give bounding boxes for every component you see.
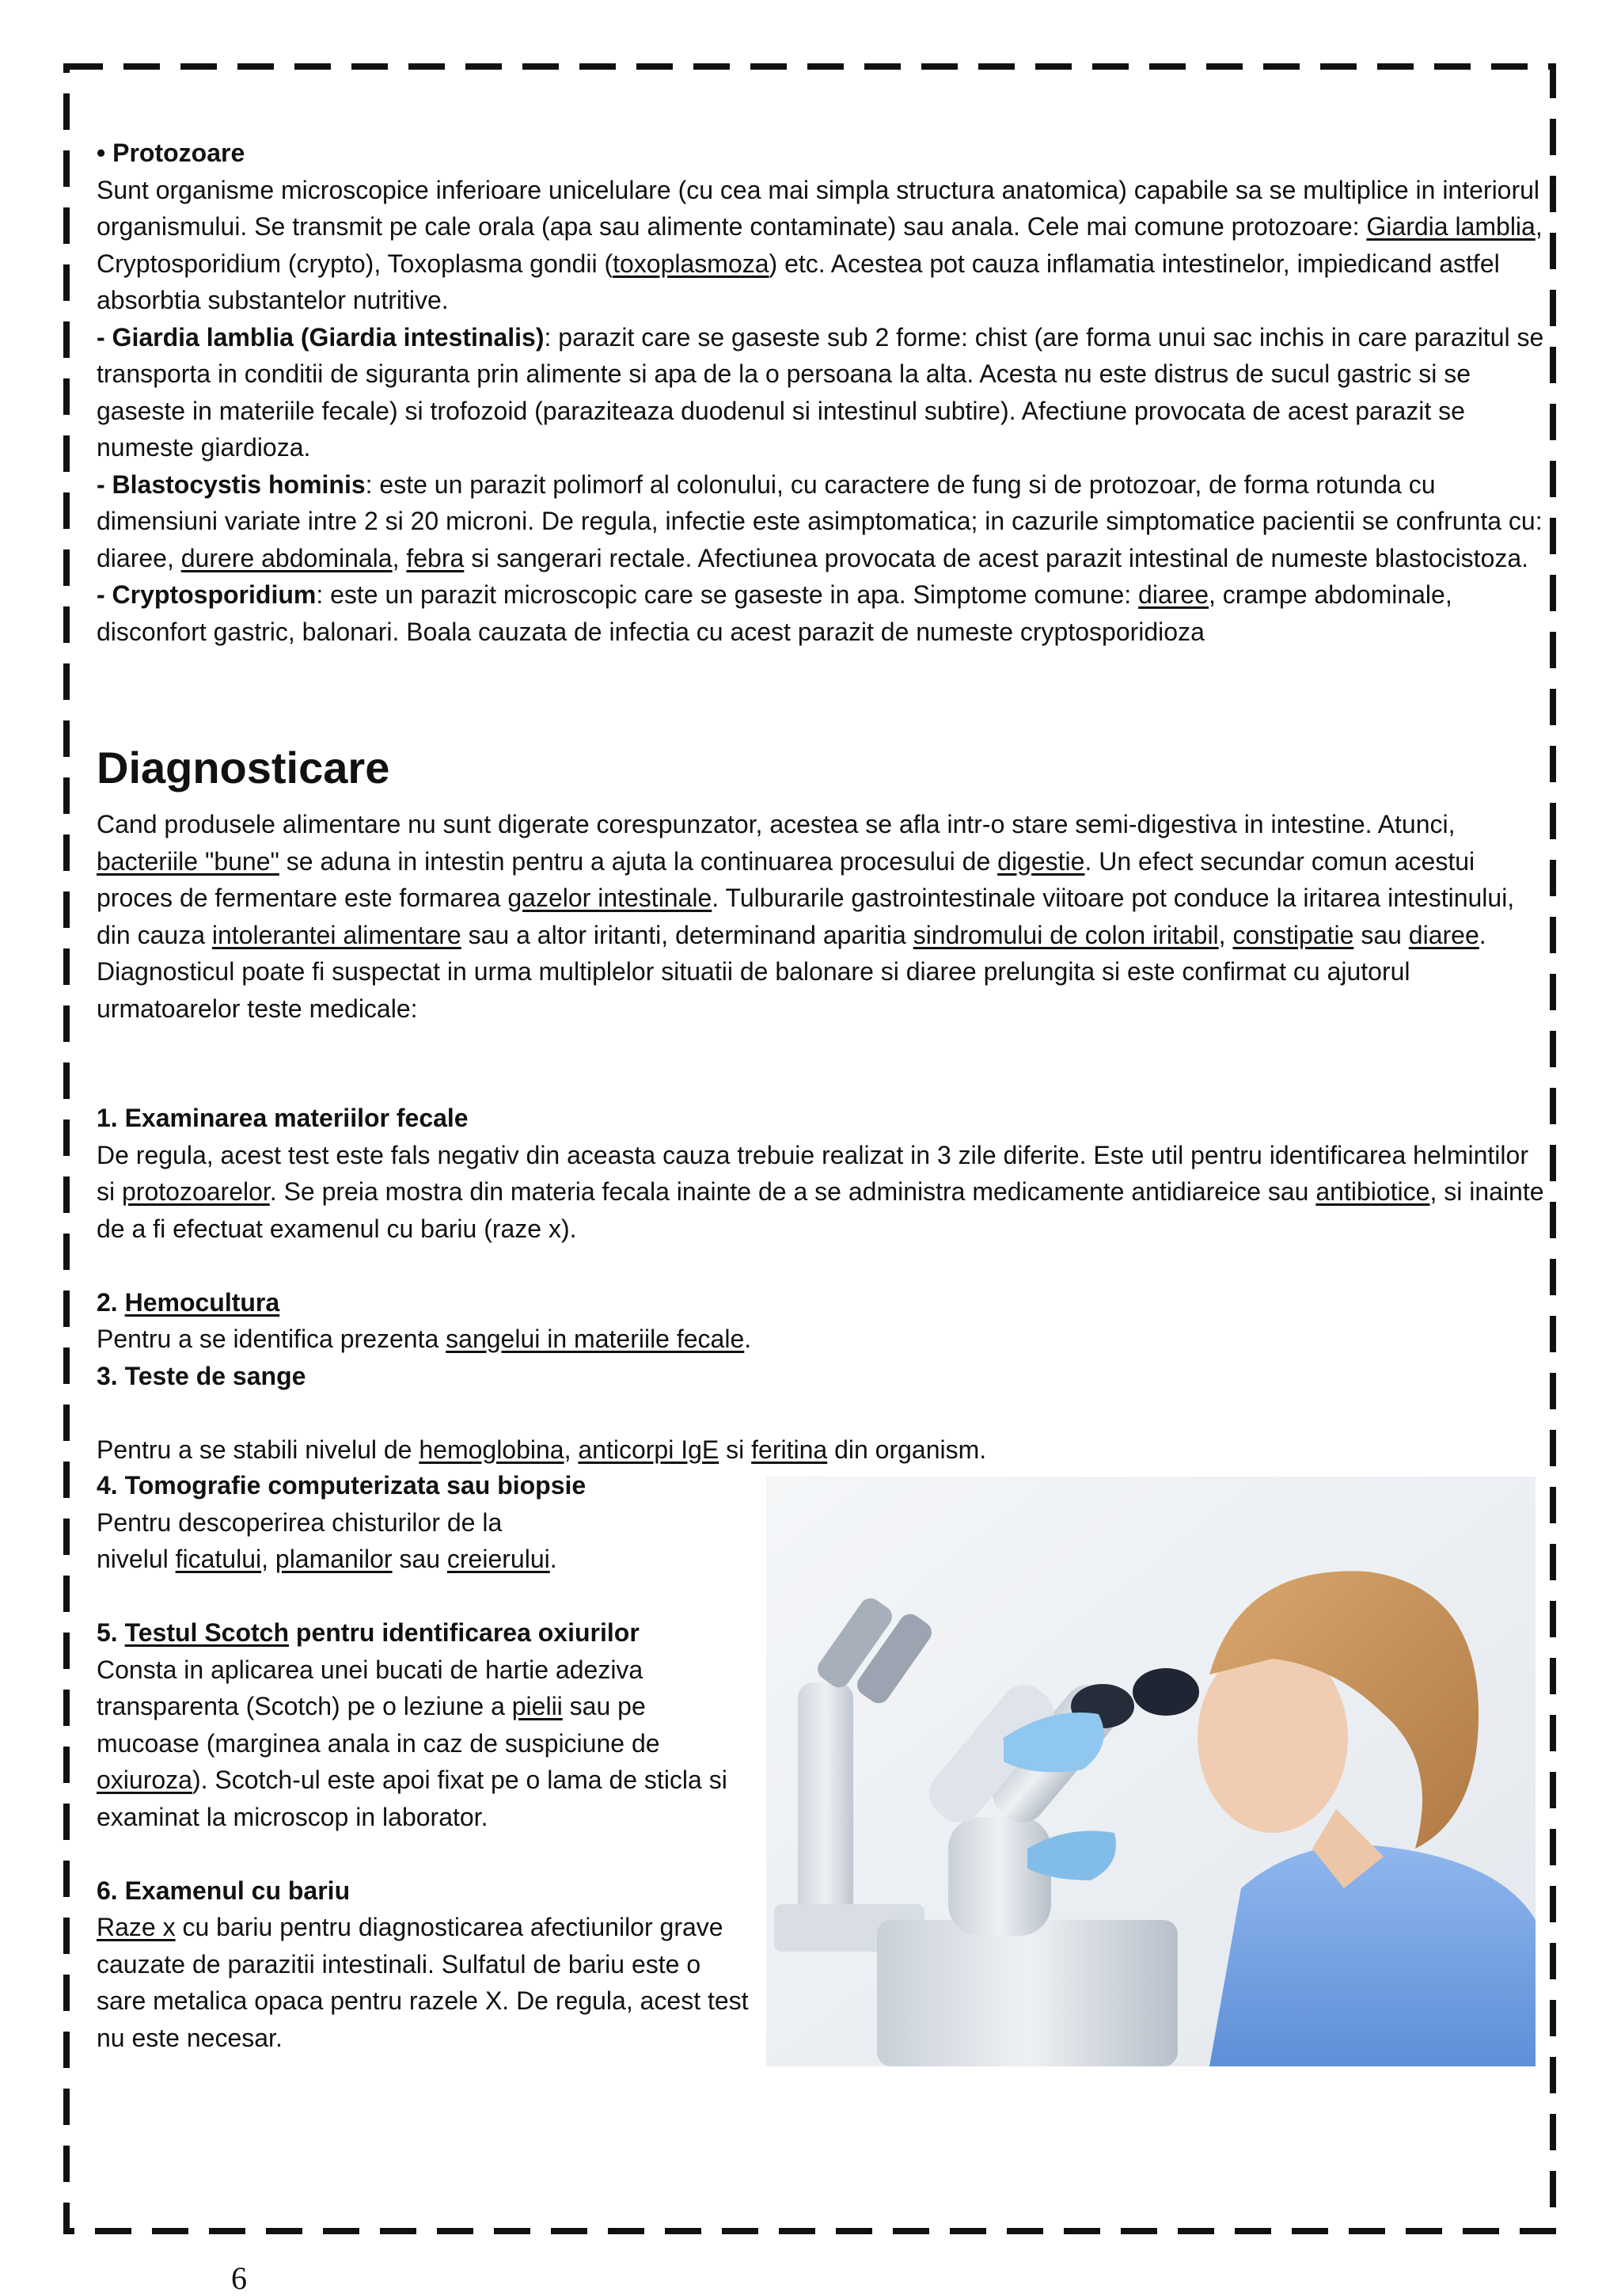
link-intoleranta-alimentara[interactable]: intolerantei alimentare — [211, 920, 461, 949]
link-pielii[interactable]: pielii — [511, 1692, 563, 1720]
page-number: 6 — [231, 2260, 247, 2296]
test-4-text-line-1: Pentru descoperirea chisturilor de la — [97, 1507, 503, 1537]
test-5-text: Consta in aplicarea unei bucati de hartie adeziva transparenta (Scotch) pe o leziune a pielii sau pe mucoase (marginea anala in caz de suspiciune de oxiuroza). Scotch-ul este apoi fixat pe o lama de sticla si examinat la microscop in laborator. — [97, 1655, 727, 1831]
test-6-title: 6. Examenul cu bariu — [97, 1876, 351, 1905]
link-hemoglobina[interactable]: hemoglobina — [419, 1435, 564, 1464]
link-constipatie[interactable]: constipatie — [1232, 920, 1354, 949]
link-giardia-lamblia[interactable]: Giardia lamblia — [1366, 212, 1536, 241]
link-gaze-intestinale[interactable]: gazelor intestinale — [507, 884, 712, 912]
cryptosporidium-paragraph: - Cryptosporidium: este un parazit microscopic care se gaseste in apa. Simptome comune: diaree, crampe abdominale, disconfort gastric, balonari. Boala cauzata de infectia cu acest parazit de numeste cryptosporidioza — [97, 580, 1452, 646]
tests-section — [97, 1100, 1553, 1468]
protozoa-section — [97, 135, 1553, 650]
tests-lower-column — [97, 1467, 777, 2056]
diagnosis-section — [97, 806, 1553, 1027]
link-plamanilor[interactable]: plamanilor — [275, 1545, 393, 1573]
link-diaree[interactable]: diaree — [1138, 580, 1209, 609]
link-diaree-2[interactable]: diaree — [1408, 920, 1479, 949]
link-sange-materii-fecale[interactable]: sangelui in materiile fecale — [446, 1325, 745, 1353]
blastocystis-paragraph: - Blastocystis hominis: este un parazit polimorf al colonului, cu caractere de fung si de protozoar, de forma rotunda cu dimensiuni variate intre 2 si 20 microni. De regula, infectie este asimptomatica; in cazurile simptomatice pacientii se confrunta cu: diaree, durere abdominala, febra si sangerari rectale. Afectiunea provocata de acest parazit intestinal de numeste blastocistoza. — [97, 469, 1543, 572]
link-digestie[interactable]: digestie — [997, 846, 1085, 876]
link-feritina[interactable]: feritina — [751, 1435, 828, 1464]
diagnosis-paragraph-1: Cand produsele alimentare nu sunt digerate corespunzator, acestea se afla intr-o stare semi-digestiva in intestine. Atunci, bacteriile "bune" se aduna in intestin pentru a ajuta la continuarea procesului de digestie. Un efect secundar comun acestui proces de fermentare este formarea gazelor intestinale. Tulburarile gastrointestinale viitoare pot conduce la iritarea intestinului, din cauza intolerantei alimentare sau a altor iritanti, determinand aparitia sindromului de colon iritabil, constipatie sau diaree. — [97, 810, 1515, 949]
link-oxiuroza[interactable]: oxiuroza — [97, 1766, 192, 1794]
link-anticorpi-ige[interactable]: anticorpi IgE — [578, 1435, 719, 1464]
link-protozoarelor[interactable]: protozoarelor — [122, 1177, 270, 1206]
link-creierului[interactable]: creierului — [446, 1545, 550, 1573]
link-ficatului[interactable]: ficatului — [175, 1545, 262, 1573]
test-1-title: 1. Examinarea materiilor fecale — [97, 1104, 469, 1132]
protozoa-intro: Sunt organisme microscopice inferioare unicelulare (cu cea mai simpla structura anatomica) capabile sa se multiplice in interiorul organismului. Se transmit pe cale orala (apa sau alimente contaminate) sau anala. Cele mai comune protozoare: Giardia lamblia, Cryptosporidium (crypto), Toxoplasma gondii (toxoplasmoza) etc. Acestea pot cauza inflamatia intestinelor, impiedicand astfel absorbtia substantelor nutritive. — [97, 175, 1543, 314]
test-6-text: Raze x cu bariu pentru diagnosticarea afectiunilor grave cauzate de parazitii intestinali. Sulfatul de bariu este o sare metalica opaca pentru razele X. De regula, acest test nu este necesar. — [97, 1913, 749, 2052]
protozoa-heading: • Protozoare — [97, 139, 245, 167]
giardia-paragraph: - Giardia lamblia (Giardia intestinalis): parazit care se gaseste sub 2 forme: chist (are forma unui sac inchis in care parazitul se transporta in conditii de siguranta prin alimente si apa de la o persoana la alta. Acesta nu este distrus de sucul gastric si se gaseste in materiile fecale) si trofozoid (paraziteaza duodenul si intestinul subtire). Afectiune provocata de acest parazit se numeste giardioza. — [97, 322, 1544, 462]
test-1-text: De regula, acest test este fals negativ din aceasta cauza trebuie realizat in 3 zile diferite. Este util pentru identificarea helmintilor si protozoarelor. Se preia mostra din materia fecala inainte de a se administra medicamente antidiareice sau antibiotice, si inainte de a fi efectuat examenul cu bariu (raze x). — [97, 1140, 1544, 1243]
link-raze-x[interactable]: Raze x — [97, 1913, 176, 1941]
test-4-text-line-2: nivelul ficatului, plamanilor sau creierului. — [97, 1545, 557, 1573]
section-title-diagnosticare: Diagnosticare — [97, 743, 390, 793]
microscope-photo — [766, 1477, 1536, 2066]
test-3-text: Pentru a se stabili nivelul de hemoglobina, anticorpi IgE si feritina din organism. — [97, 1435, 987, 1464]
test-4-title: 4. Tomografie computerizata sau biopsie — [97, 1471, 587, 1500]
test-5-title: 5. Testul Scotch pentru identificarea oxiurilor — [97, 1618, 640, 1647]
test-3-title: 3. Teste de sange — [97, 1361, 306, 1390]
link-sindrom-colon-iritabil[interactable]: sindromului de colon iritabil — [913, 920, 1219, 949]
link-testul-scotch[interactable]: Testul Scotch — [124, 1618, 290, 1647]
link-hemocultura[interactable]: Hemocultura — [124, 1287, 280, 1317]
link-durere-abdominala[interactable]: durere abdominala — [180, 543, 393, 572]
test-2-text: Pentru a se identifica prezenta sangelui in materiile fecale. — [97, 1325, 752, 1353]
link-antibiotice[interactable]: antibiotice — [1315, 1177, 1430, 1206]
diagnosis-paragraph-2: Diagnosticul poate fi suspectat in urma multiplelor situatii de balonare si diaree prelungita si este confirmat cu ajutorul urmatoarelor teste medicale: — [97, 957, 1410, 1023]
link-febra[interactable]: febra — [406, 543, 465, 572]
link-bacterii-bune[interactable]: bacteriile "bune" — [97, 846, 279, 876]
link-toxoplasmoza[interactable]: toxoplasmoza — [613, 249, 769, 278]
test-2-title: 2. Hemocultura — [97, 1287, 280, 1317]
